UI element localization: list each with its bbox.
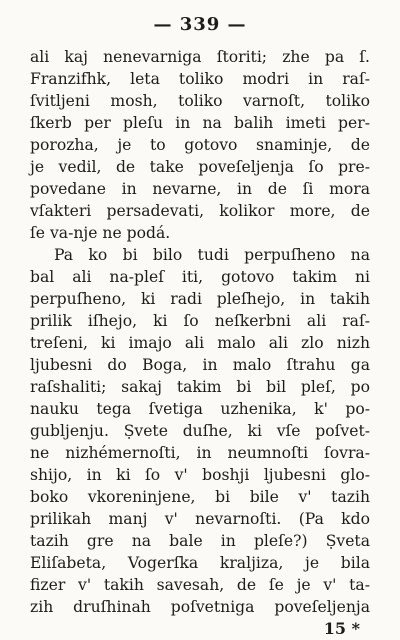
text-line: Pa ko bi bilo tudi perpuſheno na <box>54 246 370 264</box>
signature-mark-row <box>30 618 370 640</box>
text-line: zih druſhinah poſvetniga poveſeljenja <box>30 598 370 616</box>
body-text <box>30 46 370 618</box>
text-line: nauku tega ſvetiga uzhenika, k' po- <box>30 400 370 418</box>
text-line: prilik iſhejo, ki ſo neſkerbni ali raſ- <box>30 312 370 330</box>
text-line: ne nizhémernoſti, in neumnoſti ſovra- <box>30 444 370 462</box>
text-line: ſkerb per pleſu in na balih imeti per- <box>30 114 370 132</box>
text-line: perpuſheno, ki radi pleſhejo, in takih <box>30 290 370 308</box>
text-line: Eliſabeta, Vogerſka kraljiza, je bila <box>30 554 370 572</box>
text-line: porozha, je to gotovo snaminje, de <box>30 136 370 154</box>
text-line: tazih gre na bale in pleſe?) Ṣveta <box>30 532 370 550</box>
text-line: ali kaj nenevarniga ſtoriti; zhe pa ſ. <box>30 48 370 66</box>
text-line: je vedil, de take poveſeljenja ſo pre- <box>30 158 370 176</box>
text-line: prilikah manj v' nevarnoſti. (Pa kdo <box>30 510 370 528</box>
text-line: ſe va-nje ne podá. <box>30 224 171 242</box>
signature-mark: 15 * <box>323 619 360 638</box>
text-line: shijo, in ki ſo v' boshji ljubesni glo- <box>30 466 370 484</box>
text-line: gubljenju. Ṣvete duſhe, ki vſe poſvet- <box>30 422 370 440</box>
text-line: Franzifhk, leta toliko modri in raſ- <box>30 70 370 88</box>
text-line: raſshaliti; sakaj takim bi bil pleſ, po <box>30 378 370 396</box>
text-line: treſeni, ki imajo ali malo ali zlo nizh <box>30 334 370 352</box>
text-line: vſakteri persadevati, kolikor more, de <box>30 202 370 220</box>
text-line: povedane in nevarne, in de ſi mora <box>30 180 370 198</box>
page-number: — 339 — <box>153 14 247 35</box>
text-line: fizer v' takih savesah, de ſe je v' ta- <box>30 576 370 594</box>
text-line: bal ali na-pleſ iti, gotovo takim ni <box>30 268 370 286</box>
text-line: ljubesni do Boga, in malo ſtrahu ga <box>30 356 370 374</box>
text-line: ſvitljeni mosh, toliko varnoſt, toliko <box>30 92 370 110</box>
text-line: boko vkoreninjene, bi bile v' tazih <box>30 488 370 506</box>
